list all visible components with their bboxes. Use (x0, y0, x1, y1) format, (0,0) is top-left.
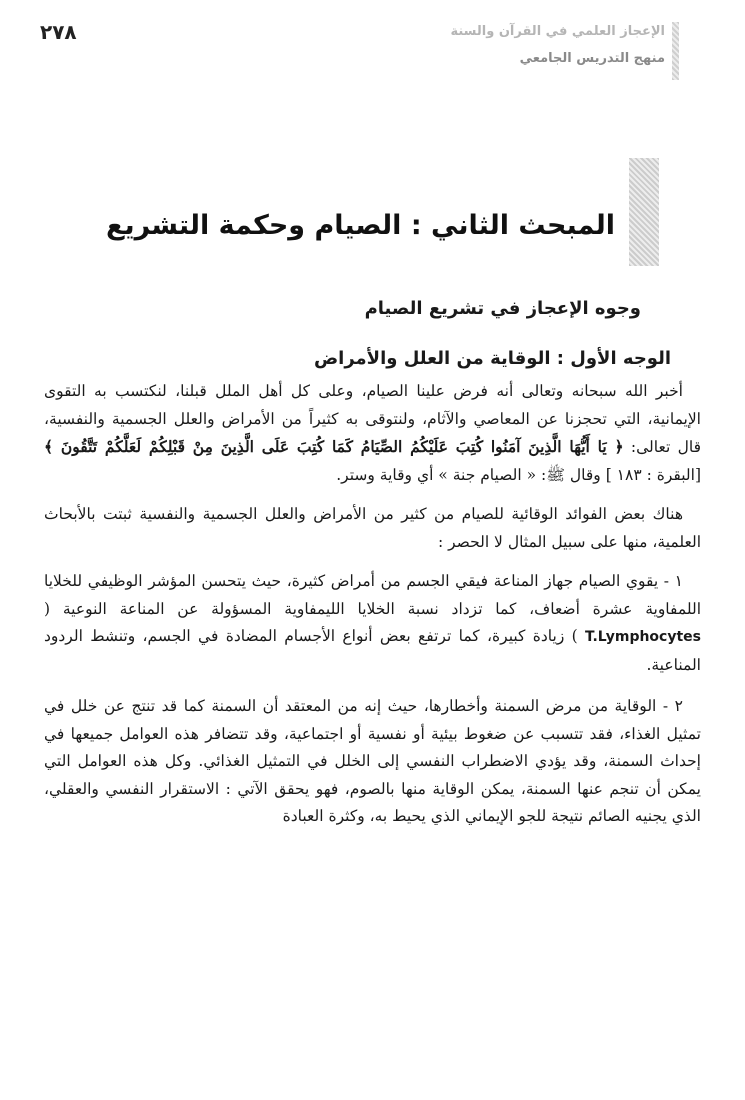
intro-paragraph (44, 378, 701, 489)
aspect-heading: الوجه الأول : الوقاية من العلل والأمراض (313, 348, 671, 369)
item1-latin-term: T.Lymphocytes (585, 629, 701, 645)
chapter-title: المبحث الثاني : الصيام وحكمة التشريع (106, 210, 615, 242)
intro-text: أخبر الله سبحانه وتعالى أنه فرض علينا الصيام، وعلى كل أهل الملل قبلنا، لنكتسب به التقوى الإيمانية، التي تحجزنا عن المعاصي والآثام، ولنتوقى به كثيراً من الأمراض والعلل الجسمية والنفسية، قال تعالى: (44, 382, 702, 456)
running-header (450, 22, 665, 70)
book-title: الإعجاز العلمي في القرآن والسنة (450, 24, 665, 39)
header-decorative-stripe (672, 22, 679, 80)
page-number: ٢٧٨ (40, 20, 77, 44)
item1-text-before: ١ - يقوي الصيام جهاز المناعة فيقي الجسم من أمراض كثيرة، حيث يتحسن المؤشر الوظيفي للخلايا اللمفاوية عشرة أضعاف، كما تزداد نسبة الخلايا الليمفاوية المسؤولة عن المناعة النوعية ( (44, 572, 701, 618)
body-text (44, 294, 701, 845)
section-title: منهج التدريس الجامعي (519, 51, 665, 66)
verse-reference: [البقرة : ١٨٣ ] وقال ﷺ: « الصيام جنة » أي وقاية وستر. (336, 465, 701, 484)
benefits-intro-paragraph: هناك بعض الفوائد الوقائية للصيام من كثير من الأمراض والعلل الجسمية والنفسية ثبتت بالأبحاث العلمية، منها على سبيل المثال لا الحصر : (44, 505, 701, 551)
benefit-item-2: ٢ - الوقاية من مرض السمنة وأخطارها، حيث إنه من المعتقد أن السمنة كما قد تنتج عن خلل في تمثيل الغذاء، فقد تتسبب عن ضغوط بيئية أو نفسية أو اجتماعية، وقد تتضافر هذه العوامل جميعها في إحداث السمنة، وقد يؤدي الاضطراب النفسي إلى الخلل في التمثيل الغذائي. وكل هذه العوامل التي يمكن أن تنجم عنها السمنة، يمكن الوقاية منها بالصوم، فهو يحقق الآتي : الاستقرار النفسي والعقلي، الذي يجنيه الصائم نتيجة للجو الإيماني الذي يحيط به، وكثرة العبادة (44, 697, 701, 825)
chapter-decorative-bar (629, 158, 659, 266)
section-subheading: وجوه الإعجاز في تشريع الصيام (364, 298, 641, 319)
benefit-item-1 (44, 568, 701, 679)
quran-verse: ﴿ يَا أَيُّهَا الَّذِينَ آمَنُوا كُتِبَ عَلَيْكُمُ الصِّيَامُ كَمَا كُتِبَ عَلَى الَّذِينَ مِنْ قَبْلِكُمْ لَعَلَّكُمْ تَتَّقُونَ ﴾ (44, 437, 624, 456)
item1-text-after: ) زيادة كبيرة، كما ترتفع بعض أنواع الأجسام المضادة في الجسم، وتنشط الردود المناعية. (44, 627, 701, 674)
